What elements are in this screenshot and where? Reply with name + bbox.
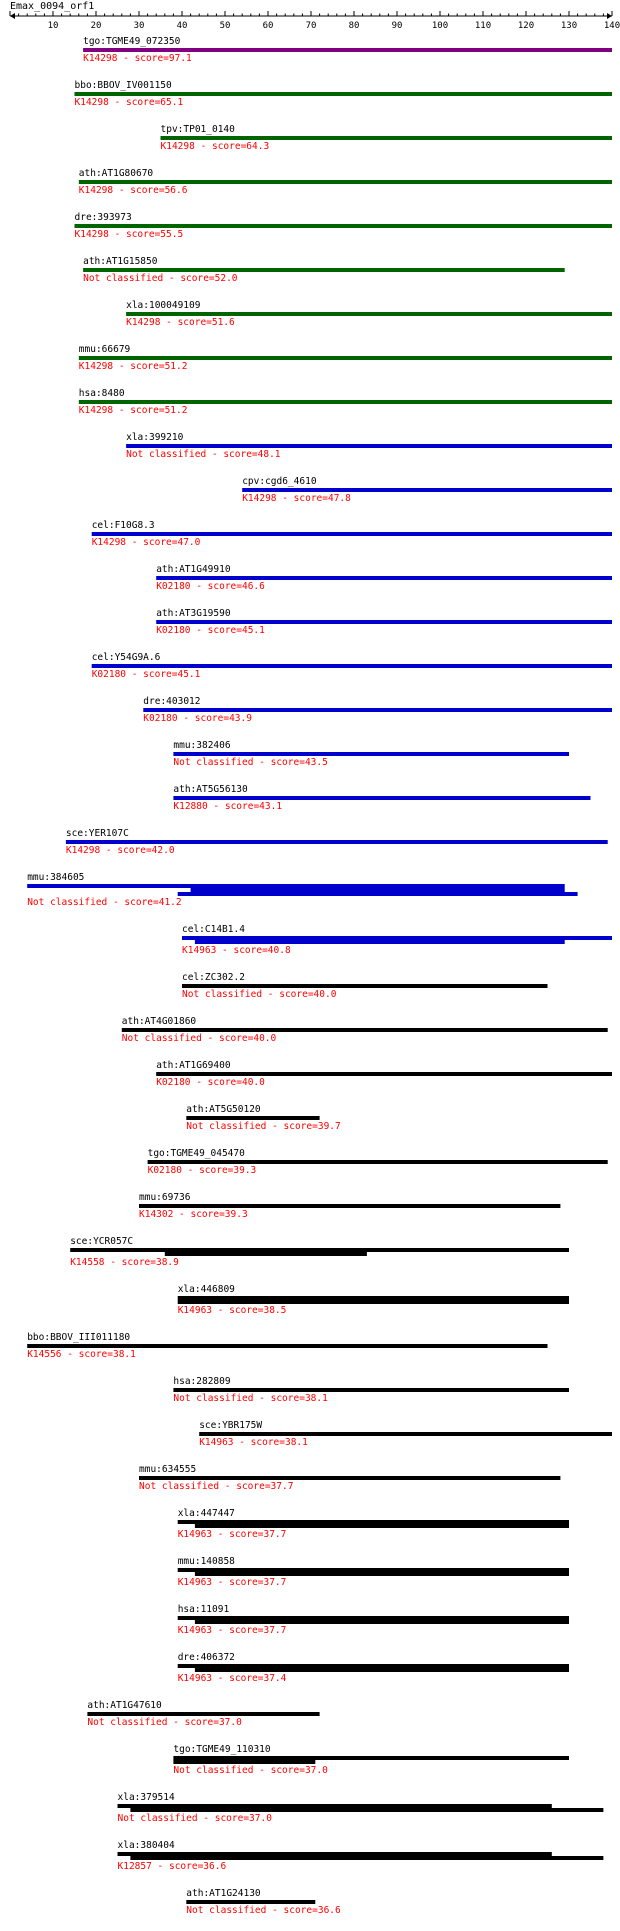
hit-bar [130, 1856, 603, 1860]
hit-annotation-label: Not classified - score=52.0 [83, 273, 238, 284]
hit-row [199, 1420, 612, 1448]
hit-row [70, 1236, 569, 1268]
axis-arrow-left-icon [10, 13, 15, 19]
axis-tick-label: 120 [517, 21, 535, 31]
hit-annotation-label: K02180 - score=46.6 [156, 581, 265, 592]
hit-annotation-label: Not classified - score=39.7 [186, 1121, 341, 1132]
hit-bar [186, 1900, 315, 1904]
hit-annotation-label: Not classified - score=40.0 [182, 989, 337, 1000]
hit-id-label: dre:406372 [177, 1652, 235, 1663]
axis-tick-label: 100 [431, 21, 449, 31]
hit-annotation-label: K14298 - score=51.2 [78, 405, 188, 416]
hit-bar [178, 1664, 569, 1668]
hit-bar [130, 1808, 603, 1812]
hit-bar [156, 576, 612, 580]
hit-bar [79, 180, 612, 184]
hit-row [173, 1376, 569, 1404]
hit-bar [195, 1572, 569, 1576]
hit-id-label: xla:399210 [126, 432, 184, 443]
hit-row [182, 924, 612, 956]
hit-bar [195, 1620, 569, 1624]
hit-id-label: ath:AT4G01860 [121, 1016, 197, 1027]
hit-annotation-label: K14298 - score=47.0 [91, 537, 201, 548]
hit-annotation-label: Not classified - score=40.0 [121, 1033, 277, 1044]
hit-id-label: bbo:BBOV_III011180 [27, 1332, 131, 1343]
hit-id-label: sce:YER107C [65, 828, 129, 839]
axis-tick-label: 20 [90, 21, 102, 31]
hit-id-label: ath:AT1G80670 [78, 168, 154, 179]
hit-bar [178, 1520, 569, 1524]
hit-id-label: ath:AT1G69400 [156, 1060, 231, 1071]
hit-id-label: tpv:TP01_0140 [160, 124, 235, 135]
hit-row [186, 1888, 341, 1916]
hit-bar [165, 1252, 367, 1256]
hit-bar [186, 1116, 319, 1120]
hit-annotation-label: Not classified - score=41.2 [27, 897, 182, 908]
hit-id-label: ath:AT1G15850 [83, 256, 158, 267]
hit-annotation-label: K14963 - score=37.7 [177, 1529, 287, 1540]
hit-row [126, 432, 612, 460]
hit-bar [75, 92, 613, 96]
hit-id-label: sce:YBR175W [199, 1420, 263, 1431]
hit-bar [66, 840, 608, 844]
axis-arrow-right-icon [607, 13, 612, 19]
hit-bar [156, 1072, 612, 1076]
hit-bar [92, 532, 612, 536]
hit-id-label: cel:Y54G9A.6 [91, 652, 161, 663]
hit-id-label: bbo:BBOV_IV001150 [74, 80, 172, 91]
hit-annotation-label: Not classified - score=38.1 [173, 1393, 328, 1404]
hit-id-label: mmu:66679 [78, 344, 131, 355]
hit-row [161, 124, 613, 152]
hit-row [66, 828, 608, 856]
hit-row [173, 740, 569, 768]
hit-bar [126, 444, 612, 448]
hit-id-label: cel:F10G8.3 [91, 520, 155, 531]
hit-row [173, 784, 590, 812]
axis-tick-label: 110 [474, 21, 492, 31]
hit-row [156, 1060, 612, 1088]
hit-bar [178, 1568, 569, 1572]
hit-bar [173, 1388, 569, 1392]
hit-annotation-label: K14298 - score=51.2 [78, 361, 188, 372]
hit-row [186, 1104, 340, 1132]
hit-bar [156, 620, 612, 624]
hit-id-label: ath:AT1G24130 [186, 1888, 261, 1899]
hit-bar [191, 888, 565, 892]
hits-group [27, 36, 612, 1931]
hit-annotation-label: K02180 - score=45.1 [156, 625, 265, 636]
hit-row [79, 344, 612, 372]
hit-row [75, 80, 613, 108]
hit-row [148, 1148, 608, 1176]
hit-annotation-label: K14963 - score=40.8 [182, 945, 291, 956]
hit-id-label: tgo:TGME49_072350 [83, 36, 181, 47]
hit-annotation-label: K14963 - score=38.1 [199, 1437, 308, 1448]
hit-row [92, 652, 612, 680]
hit-annotation-label: K14298 - score=51.6 [126, 317, 235, 328]
hit-row [27, 1332, 547, 1360]
hit-bar [242, 488, 612, 492]
hit-row [242, 476, 612, 504]
hit-annotation-label: K14298 - score=64.3 [160, 141, 270, 152]
hit-id-label: cel:C14B1.4 [182, 924, 245, 935]
hit-row [139, 1192, 560, 1220]
x-axis [10, 11, 620, 31]
hit-row [178, 1556, 569, 1588]
hit-row [139, 1464, 560, 1492]
hit-annotation-label: K14298 - score=65.1 [74, 97, 184, 108]
hit-bar [178, 1616, 569, 1620]
hit-id-label: xla:446809 [177, 1284, 235, 1295]
hit-bar [139, 1204, 560, 1208]
hit-id-label: hsa:8480 [78, 388, 125, 399]
hit-id-label: mmu:384605 [27, 872, 85, 883]
hit-bar [126, 312, 612, 316]
hit-bar [92, 664, 612, 668]
axis-tick-label: 90 [391, 21, 403, 31]
axis-tick-label: 70 [305, 21, 317, 31]
hit-annotation-label: K14963 - score=38.5 [177, 1305, 287, 1316]
hit-row [143, 696, 612, 724]
hit-row [27, 872, 577, 908]
chart-title: Emax_0094_orf1 [10, 1, 95, 12]
hit-bar [173, 1756, 569, 1760]
hit-annotation-label: Not classified - score=37.0 [87, 1717, 242, 1728]
hit-annotation-label: K14298 - score=55.5 [74, 229, 184, 240]
hit-row [75, 212, 613, 240]
hit-bar [173, 1760, 315, 1764]
hit-annotation-label: Not classified - score=43.5 [173, 757, 328, 768]
axis-tick-label: 80 [348, 21, 360, 31]
hit-row [79, 168, 612, 196]
hit-row [92, 520, 612, 548]
hit-id-label: xla:100049109 [126, 300, 201, 311]
hit-bar [148, 1160, 608, 1164]
hit-annotation-label: K14298 - score=47.8 [242, 493, 351, 504]
axis-tick-label: 60 [262, 21, 274, 31]
hit-id-label: hsa:11091 [177, 1604, 230, 1615]
hit-row [118, 1792, 604, 1824]
hit-annotation-label: K14298 - score=97.1 [83, 53, 192, 64]
hit-bar [75, 224, 613, 228]
hit-row [156, 608, 612, 636]
hit-annotation-label: K12857 - score=36.6 [117, 1861, 227, 1872]
hit-id-label: hsa:282809 [173, 1376, 231, 1387]
hit-id-label: cpv:cgd6_4610 [242, 476, 317, 487]
hit-annotation-label: K12880 - score=43.1 [173, 801, 283, 812]
hit-bar [83, 268, 565, 272]
hit-bar [83, 48, 612, 52]
hit-id-label: ath:AT1G49910 [156, 564, 231, 575]
hit-row [87, 1700, 319, 1728]
hit-annotation-label: K02180 - score=45.1 [91, 669, 201, 680]
hit-annotation-label: Not classified - score=37.0 [173, 1765, 328, 1776]
hit-bar [195, 1668, 569, 1672]
hit-row [126, 300, 612, 328]
hit-annotation-label: K14963 - score=37.7 [177, 1577, 287, 1588]
hit-annotation-label: K14558 - score=38.9 [70, 1257, 179, 1268]
axis-tick-label: 130 [560, 21, 578, 31]
hit-bar [87, 1712, 319, 1716]
hit-bar [195, 940, 565, 944]
hit-bar [27, 884, 565, 888]
hit-bar [195, 1524, 569, 1528]
hit-row [178, 1284, 569, 1316]
hit-id-label: ath:AT1G47610 [87, 1700, 162, 1711]
hit-row [182, 972, 548, 1000]
hit-id-label: cel:ZC302.2 [182, 972, 245, 983]
hit-id-label: xla:380404 [117, 1840, 175, 1851]
hit-id-label: ath:AT5G56130 [173, 784, 248, 795]
axis-tick-label: 140 [603, 21, 620, 31]
hit-id-label: dre:393973 [74, 212, 132, 223]
axis-tick-label: 30 [133, 21, 145, 31]
hit-bar [178, 892, 578, 896]
hit-row [83, 36, 612, 64]
hit-id-label: mmu:140858 [177, 1556, 235, 1567]
hit-bar [118, 1804, 552, 1808]
hit-id-label: xla:379514 [117, 1792, 175, 1803]
axis-tick-label: 40 [176, 21, 188, 31]
hit-id-label: xla:447447 [177, 1508, 235, 1519]
hit-bar [79, 400, 612, 404]
hit-id-label: sce:YCR057C [70, 1236, 134, 1247]
hit-row [173, 1744, 569, 1776]
hit-bar [70, 1248, 569, 1252]
hit-annotation-label: K14556 - score=38.1 [27, 1349, 136, 1360]
hit-annotation-label: Not classified - score=37.0 [117, 1813, 272, 1824]
hit-annotation-label: K14302 - score=39.3 [139, 1209, 248, 1220]
hit-row [178, 1604, 569, 1636]
hit-bar [118, 1852, 552, 1856]
hit-annotation-label: K02180 - score=40.0 [156, 1077, 265, 1088]
hit-row [178, 1508, 569, 1540]
hit-bar [178, 1300, 569, 1304]
hit-id-label: tgo:TGME49_110310 [173, 1744, 271, 1755]
hit-bar [161, 136, 613, 140]
hit-bar [182, 984, 548, 988]
hit-bar [173, 752, 569, 756]
hit-bar [143, 708, 612, 712]
hit-bar [79, 356, 612, 360]
hit-row [178, 1652, 569, 1684]
hit-annotation-label: K14298 - score=42.0 [65, 845, 175, 856]
hit-row [118, 1840, 604, 1872]
hit-row [122, 1016, 608, 1044]
hit-id-label: dre:403012 [143, 696, 201, 707]
hit-annotation-label: Not classified - score=37.7 [139, 1481, 294, 1492]
hit-id-label: ath:AT3G19590 [156, 608, 231, 619]
axis-tick-label: 50 [219, 21, 231, 31]
hit-bar [182, 936, 612, 940]
hit-bar [122, 1028, 608, 1032]
hit-annotation-label: K14298 - score=56.6 [78, 185, 188, 196]
hit-row [79, 388, 612, 416]
hit-annotation-label: Not classified - score=36.6 [186, 1905, 341, 1916]
hit-bar [27, 1344, 547, 1348]
hit-annotation-label: K14963 - score=37.7 [177, 1625, 287, 1636]
hit-annotation-label: K14963 - score=37.4 [177, 1673, 287, 1684]
hit-annotation-label: K02180 - score=43.9 [143, 713, 252, 724]
hit-id-label: mmu:69736 [139, 1192, 191, 1203]
axis-tick-label: 10 [47, 21, 59, 31]
hit-row [83, 256, 565, 284]
hit-annotation-label: Not classified - score=48.1 [126, 449, 281, 460]
hit-id-label: mmu:634555 [139, 1464, 197, 1475]
hit-bar [178, 1296, 569, 1300]
hit-annotation-label: K02180 - score=39.3 [147, 1165, 257, 1176]
hit-bar [139, 1476, 560, 1480]
hit-id-label: tgo:TGME49_045470 [147, 1148, 245, 1159]
hit-row [156, 564, 612, 592]
hit-id-label: ath:AT5G50120 [186, 1104, 261, 1115]
hit-id-label: mmu:382406 [173, 740, 231, 751]
hit-bar [199, 1432, 612, 1436]
hit-bar [173, 796, 590, 800]
